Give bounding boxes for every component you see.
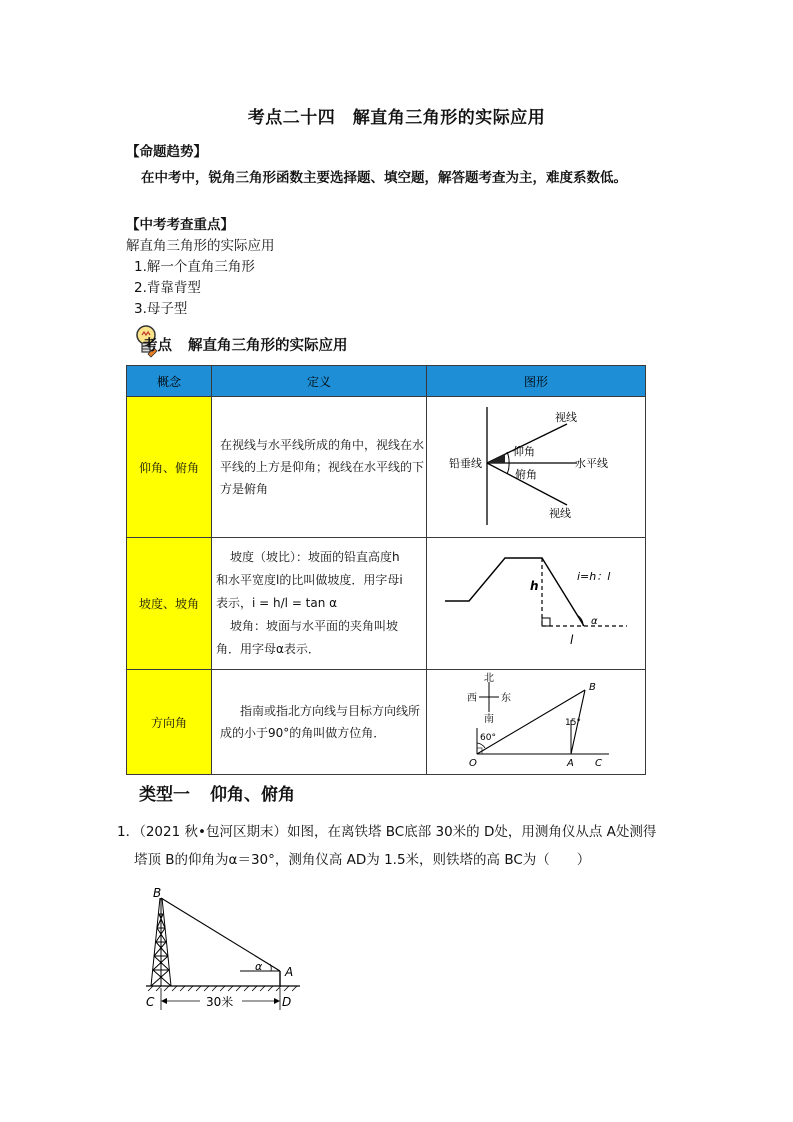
page-title: 考点二十四 解直角三角形的实际应用: [247, 108, 546, 128]
header-concept: 概念: [127, 366, 212, 397]
angle-15: 15°: [565, 718, 581, 728]
tower-figure: [140, 884, 320, 1016]
focus-item-1: 1.解一个直角三角形: [134, 259, 255, 275]
trend-heading: 【命题趋势】: [126, 144, 207, 160]
type1-label: 类型一: [139, 785, 190, 805]
concept-cell: 坡度、坡角: [127, 538, 212, 670]
question-1-line2: 塔顶 B的仰角为α＝30°，测角仪高 AD为 1.5米，则铁塔的高 BC为（ ）: [134, 852, 591, 868]
definition-cell: 指南或指北方向线与目标方向线所成的小于90°的角叫做方位角．: [212, 670, 427, 775]
focus-intro: 解直角三角形的实际应用: [126, 238, 275, 254]
trend-text: 在中考中，锐角三角形函数主要选择题、填空题，解答题考查为主，难度系数低。: [141, 170, 627, 186]
def-line: 表示，i = h/l = tan α: [216, 596, 338, 610]
point-O: O: [469, 758, 477, 769]
label-l: l: [570, 633, 574, 647]
tower-diagram: [140, 884, 320, 1012]
compass-south: 南: [484, 714, 494, 725]
tower-distance: 30米: [206, 995, 234, 1009]
kaodian-label: 考点: [143, 338, 172, 354]
definition-cell: [212, 538, 427, 670]
table-header-row: [127, 366, 646, 397]
concept-table: [126, 365, 646, 775]
label-h: h: [530, 579, 539, 593]
point-B: B: [589, 682, 596, 693]
tower-alpha: α: [255, 960, 263, 973]
focus-item-2: 2.背靠背型: [134, 280, 201, 296]
concept-cell: 方向角: [127, 670, 212, 775]
table-row: [127, 538, 646, 670]
tower-point-D: D: [282, 995, 292, 1009]
label-sight-top: 视线: [555, 411, 577, 424]
figure-cell-bearing: [427, 670, 646, 775]
label-plumb: 铅垂线: [449, 457, 482, 470]
def-line: 角．用字母α表示．: [216, 642, 320, 656]
question-1: [117, 818, 657, 874]
point-C: C: [595, 758, 602, 769]
slope-diagram: [427, 538, 646, 665]
label-sight-bottom: 视线: [549, 507, 571, 520]
header-figure: 图形: [427, 366, 646, 397]
label-horizontal: 水平线: [575, 457, 608, 470]
compass-east: 东: [501, 693, 511, 704]
definition-cell: 在视线与水平线所成的角中，视线在水平线的上方是仰角；视线在水平线的下方是俯角: [212, 397, 427, 538]
bearing-diagram: [427, 670, 646, 770]
type1-heading: [139, 780, 295, 805]
kaodian-title: 解直角三角形的实际应用: [188, 338, 348, 354]
angle-60: 60°: [480, 733, 496, 743]
table-row: [127, 397, 646, 538]
label-depression: 俯角: [515, 468, 537, 481]
tower-point-A: A: [285, 965, 294, 979]
focus-item-3: 3.母子型: [134, 301, 188, 317]
tower-point-B: B: [153, 886, 162, 900]
focus-heading: 【中考考查重点】: [126, 217, 234, 233]
label-elevation: 仰角: [513, 445, 535, 458]
def-line: 和水平宽度l的比叫做坡度．用字母i: [216, 573, 403, 587]
header-definition: 定义: [212, 366, 427, 397]
type1-title: 仰角、俯角: [210, 785, 295, 805]
question-1-line1: 1．（2021 秋•包河区期末）如图，在离铁塔 BC底部 30米的 D处，用测角仪从点 A处测得: [117, 824, 657, 840]
def-line: 坡度（坡比）：坡面的铅直高度h: [230, 550, 400, 564]
figure-cell-elevation: [427, 397, 646, 538]
tower-point-C: C: [146, 995, 155, 1009]
elevation-depression-diagram: [427, 397, 646, 533]
table-row: [127, 670, 646, 775]
compass-west: 西: [467, 693, 477, 704]
point-A: A: [567, 758, 574, 769]
concept-cell: 仰角、俯角: [127, 397, 212, 538]
kaodian-heading: [143, 334, 348, 355]
compass-north: 北: [484, 673, 494, 684]
label-ratio: i=h：l: [577, 570, 611, 583]
def-line: 坡角：坡面与水平面的夹角叫坡: [230, 619, 399, 633]
label-alpha: α: [591, 616, 598, 627]
figure-cell-slope: [427, 538, 646, 670]
